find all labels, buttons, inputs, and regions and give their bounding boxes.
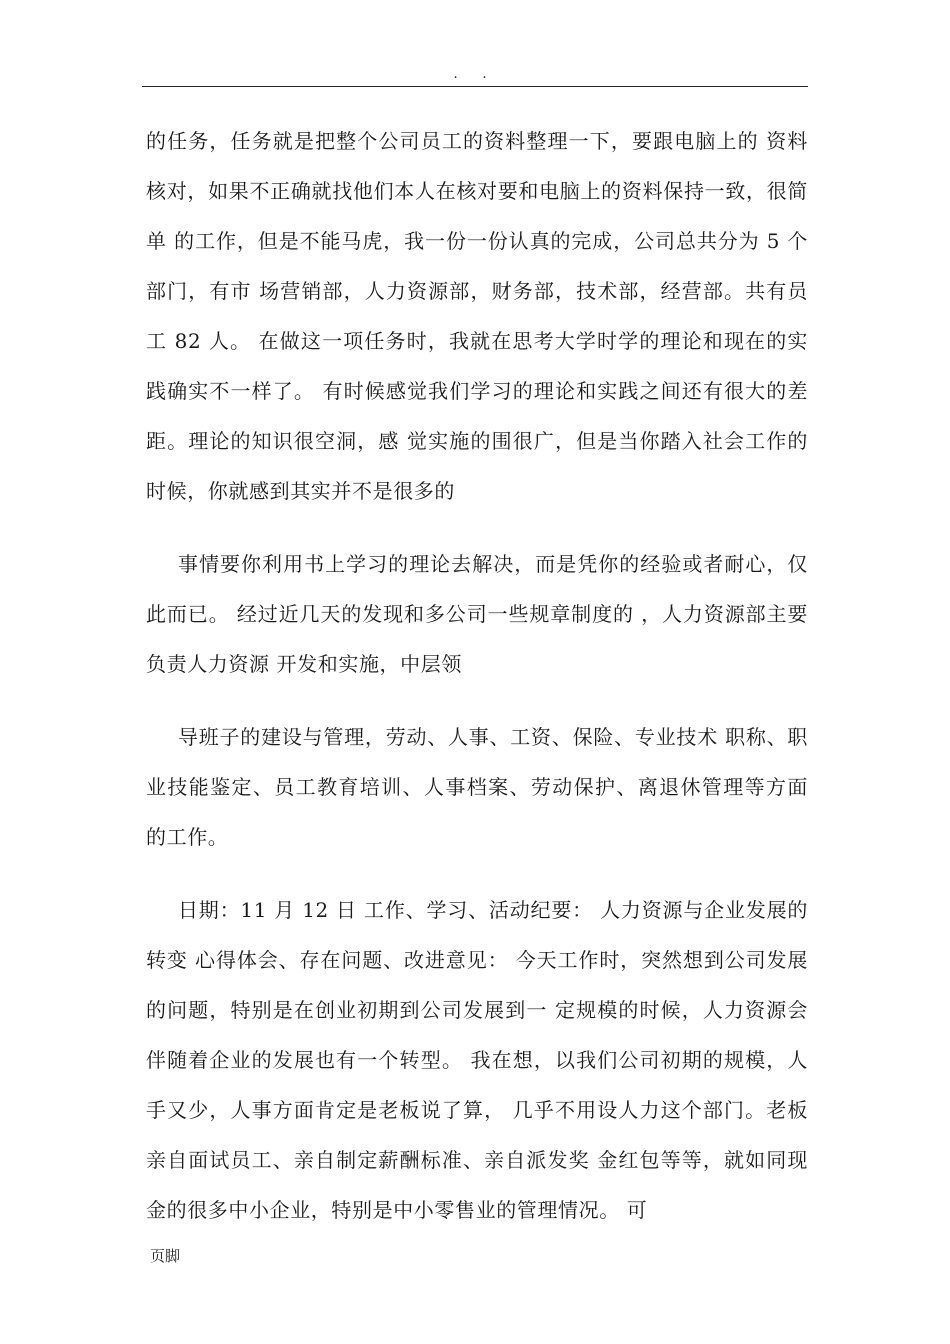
page-footer: 页脚 [150,1247,181,1265]
header-divider [142,86,808,87]
paragraph-4: 日期：11 月 12 日 工作、学习、活动纪要： 人力资源与企业发展的转变 心得体会、存在问题、改进意见： 今天工作时，突然想到公司发展的问题，特别是在创业初期到公司发展到一 定规模的时候，人力资源会伴随着企业的发展也有一个转型。 我在想，以我们公司初期的规模，人手又少，人事方面肯定是老板说了算， 几乎不用设人力这个部门。老板亲自面试员工、亲自制定薪酬标准、亲自派发奖 金红包等等，就如同现金的很多中小企业，特别是中小零售业的管理情况。 可 [146,898,808,1222]
paragraph-2: 事情要你利用书上学习的理论去解决，而是凭你的经验或者耐心，仅此而已。 经过近几天的发现和多公司一些规章制度的 ，人力资源部主要负责人力资源 开发和实施，中层领 [146,552,808,676]
paragraph-3: 导班子的建设与管理，劳动、人事、工资、保险、专业技术 职称、职业技能鉴定、员工教育培训、人事档案、劳动保护、离退休管理等方面 的工作。 [146,725,808,849]
document-body [146,116,808,1235]
page-header-mark: . . [453,66,497,82]
paragraph-1: 的任务，任务就是把整个公司员工的资料整理一下，要跟电脑上的 资料核对，如果不正确就找他们本人在核对要和电脑上的资料保持一致，很简单 的工作，但是不能马虎，我一份一份认真的完成，公司总共分为 5 个部门，有市 场营销部，人力资源部，财务部，技术部，经营部。共有员工 82 人。 在做这一项任务时，我就在思考大学时学的理论和现在的实践确实不一样了。 有时候感觉我们学习的理论和实践之间还有很大的差距。理论的知识很空洞，感 觉实施的围很广，但是当你踏入社会工作的时候，你就感到其实并不是很多的 [146,129,808,503]
